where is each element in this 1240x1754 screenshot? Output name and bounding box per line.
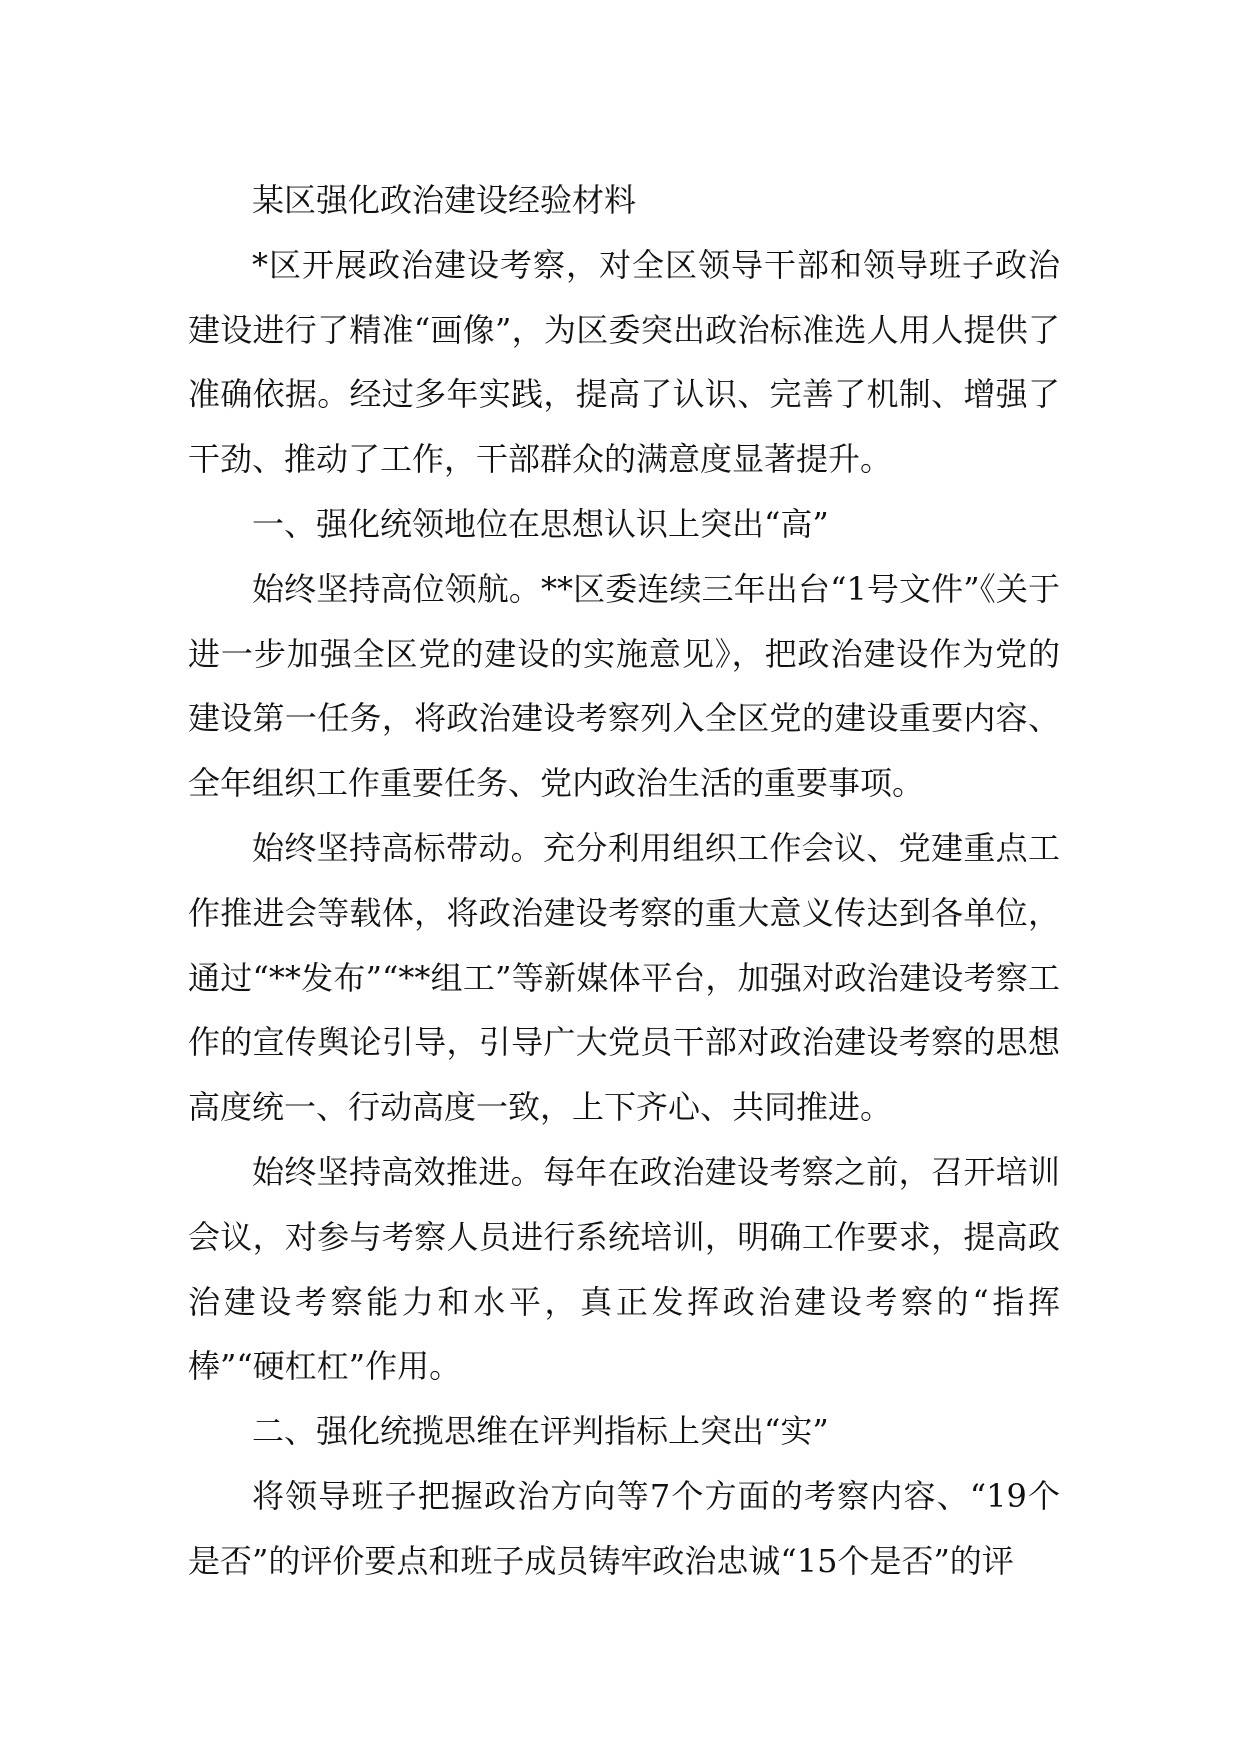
section-heading-2: 二、强化统揽思维在评判指标上突出“实” [252, 1412, 829, 1451]
body-paragraph: 始终坚持高标带动。充分利用组织工作会议、党建重点工作推进会等载体，将政治建设考察的重大意义传达到各单位，通过“**发布”“**组工”等新媒体平台，加强对政治建设考察工作的宣传舆论引导，引导广大党员干部对政治建设考察的思想高度统一、行动高度一致，上下齐心、共同推进。 [188, 828, 1060, 1127]
body-paragraph: 将领导班子把握政治方向等7个方面的考察内容、“19个是否”的评价要点和班子成员铸牢政治忠诚“15个是否”的评 [188, 1476, 1060, 1580]
document-body [188, 168, 1060, 1594]
body-paragraph: 始终坚持高效推进。每年在政治建设考察之前，召开培训会议，对参与考察人员进行系统培训，明确工作要求，提高政治建设考察能力和水平，真正发挥政治建设考察的“指挥棒”“硬杠杠”作用。 [188, 1152, 1060, 1386]
body-paragraph: 始终坚持高位领航。**区委连续三年出台“1号文件”《关于进一步加强全区党的建设的实施意见》，把政治建设作为党的建设第一任务，将政治建设考察列入全区党的建设重要内容、全年组织工作重要任务、党内政治生活的重要事项。 [188, 569, 1060, 803]
intro-paragraph: *区开展政治建设考察，对全区领导干部和领导班子政治建设进行了精准“画像”，为区委突出政治标准选人用人提供了准确依据。经过多年实践，提高了认识、完善了机制、增强了干劲、推动了工作，干部群众的满意度显著提升。 [188, 245, 1060, 479]
section-heading-1: 一、强化统领地位在思想认识上突出“高” [252, 504, 829, 543]
document-title: 某区强化政治建设经验材料 [252, 181, 637, 219]
